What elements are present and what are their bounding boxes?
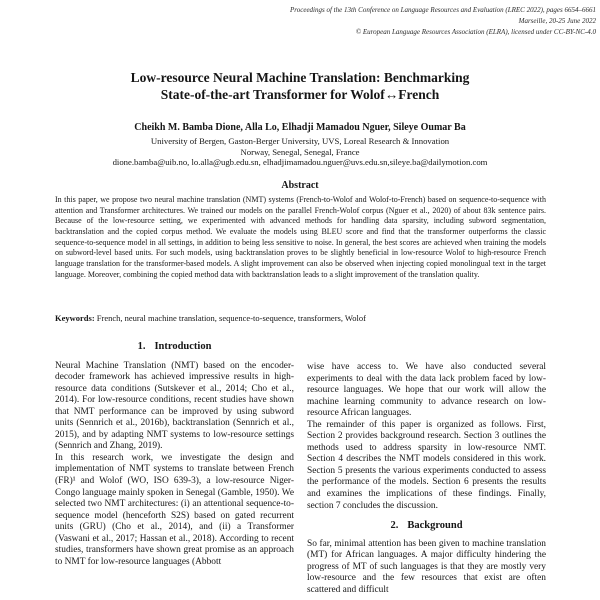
section-1-title: Introduction <box>154 341 212 352</box>
section-2-heading <box>307 520 546 532</box>
two-column-body <box>55 339 546 600</box>
keywords-line <box>55 313 546 323</box>
left-column <box>55 339 294 600</box>
section-2-number: 2. <box>390 520 399 532</box>
section-1-number: 1. <box>137 341 146 352</box>
right-paragraph-2: The remainder of this paper is organized as follows. First, Section 2 provides background research. Section 3 outlines the methods used to address sparsity in low-resource NMT. Section 4 describes the NMT models considered in this work. Section 5 presents the various experiments conducted to assess the performance of the models. Section 6 presents the results and examines the implications of these findings. Finally, section 7 concludes the discussion. <box>307 419 546 511</box>
copyright-line: © European Language Resources Association (ELRA), licensed under CC-BY-NC-4.0 <box>355 27 596 36</box>
column-top-spacer <box>307 339 546 362</box>
proceedings-header <box>290 5 596 37</box>
affiliation-emails: dione.bamba@uib.no, lo.alla@ugb.edu.sn, elhadjimamadou.nguer@uvs.edu.sn,sileye.ba@dailymotion.com <box>112 157 488 168</box>
affiliation-block <box>0 136 600 168</box>
title-line-1: Low-resource Neural Machine Translation: Benchmarking <box>130 70 470 85</box>
affiliation-countries: Norway, Senegal, Senegal, France <box>240 146 360 157</box>
title-line-2: State-of-the-art Transformer for Wolof↔French <box>160 86 440 102</box>
venue-date-line: Marseille, 20-25 June 2022 <box>518 16 596 25</box>
section-1-heading <box>55 341 294 353</box>
paper-title <box>0 70 600 103</box>
intro-paragraph-2: In this research work, we investigate the design and implementation of NMT systems to translate between French (FR)¹ and Wolof (WO, ISO 639-3), a low-resource Niger-Congo language mainly spoken in Senegal (Gamble, 1950). We selected two NMT architectures: (i) an attentional sequence-to-sequence model (henceforth S2S) based on gated recurrent units (GRU) (Cho et al., 2014), and (ii) a Transformer (Vaswani et al., 2017; Hassan et al., 2018). According to recent studies, transformers have shown great promise as an approach to NMT for low-resource languages (Abbott <box>55 452 294 567</box>
background-paragraph-1: So far, minimal attention has been given to machine translation (MT) for African languages. A major difficulty hindering the progress of MT of such languages is that they are mostly very low-resource and the few resources that exist are often scattered and difficult <box>307 538 546 595</box>
right-paragraph-1: wise have access to. We have also conducted several experiments to deal with the data lack problem faced by low-resource languages. We hope that our work will allow the machine learning community to advance research on low-resource African languages. <box>307 362 546 419</box>
abstract-heading: Abstract <box>281 180 319 191</box>
abstract-text: In this paper, we propose two neural machine translation (NMT) systems (French-to-Wolof and Wolof-to-French) based on sequence-to-sequence with attention and Transformer architectures. We trained our models on the parallel French-Wolof corpus (Nguer et al., 2020) of about 83k sentence pairs. Because of the low-resource setting, we experimented with advanced methods for handling data sparsity, including subword segmentation, backtranslation and the copied corpus method. We evaluate the models using BLEU score and find that the transformer outperforms the classic sequence-to-sequence model in all settings, in addition to being less sensitive to noise. In general, the best scores are achieved when training the models on subword-level based units. For such models, using backtranslation proves to be slightly beneficial in low-resource Wolof to high-resource French language translation for the transformer-based models. A slight improvement can also be observed when injecting copied monolingual text in the target language. Moreover, combining the copied method data with backtranslation leads to a slight improvement of the translation quality. <box>55 195 546 279</box>
intro-paragraph-1: Neural Machine Translation (NMT) based on the encoder-decoder framework has achieved impressive results in high-resource data conditions (Sutskever et al., 2014; Cho et al., 2014). For low-resource conditions, recent studies have shown that NMT performance can be improved by using subword units (Sennrich et al., 2016b), backtranslation (Sennrich et al., 2015), and by adapting NMT systems to low-resource settings (Sennrich and Zhang, 2019). <box>55 360 294 452</box>
keywords-label: Keywords: <box>55 313 95 323</box>
right-column <box>307 339 546 600</box>
keywords-text: French, neural machine translation, sequence-to-sequence, transformers, Wolof <box>96 313 366 323</box>
proceedings-line: Proceedings of the 13th Conference on Language Resources and Evaluation (LREC 2022), pages 6654–6661 <box>289 6 596 14</box>
section-2-title: Background <box>407 520 463 532</box>
affiliation-institutions: University of Bergen, Gaston-Berger University, UVS, Loreal Research & Innovation <box>150 136 450 146</box>
authors-line: Cheikh M. Bamba Dione, Alla Lo, Elhadji Mamadou Nguer, Sileye Oumar Ba <box>134 122 466 133</box>
